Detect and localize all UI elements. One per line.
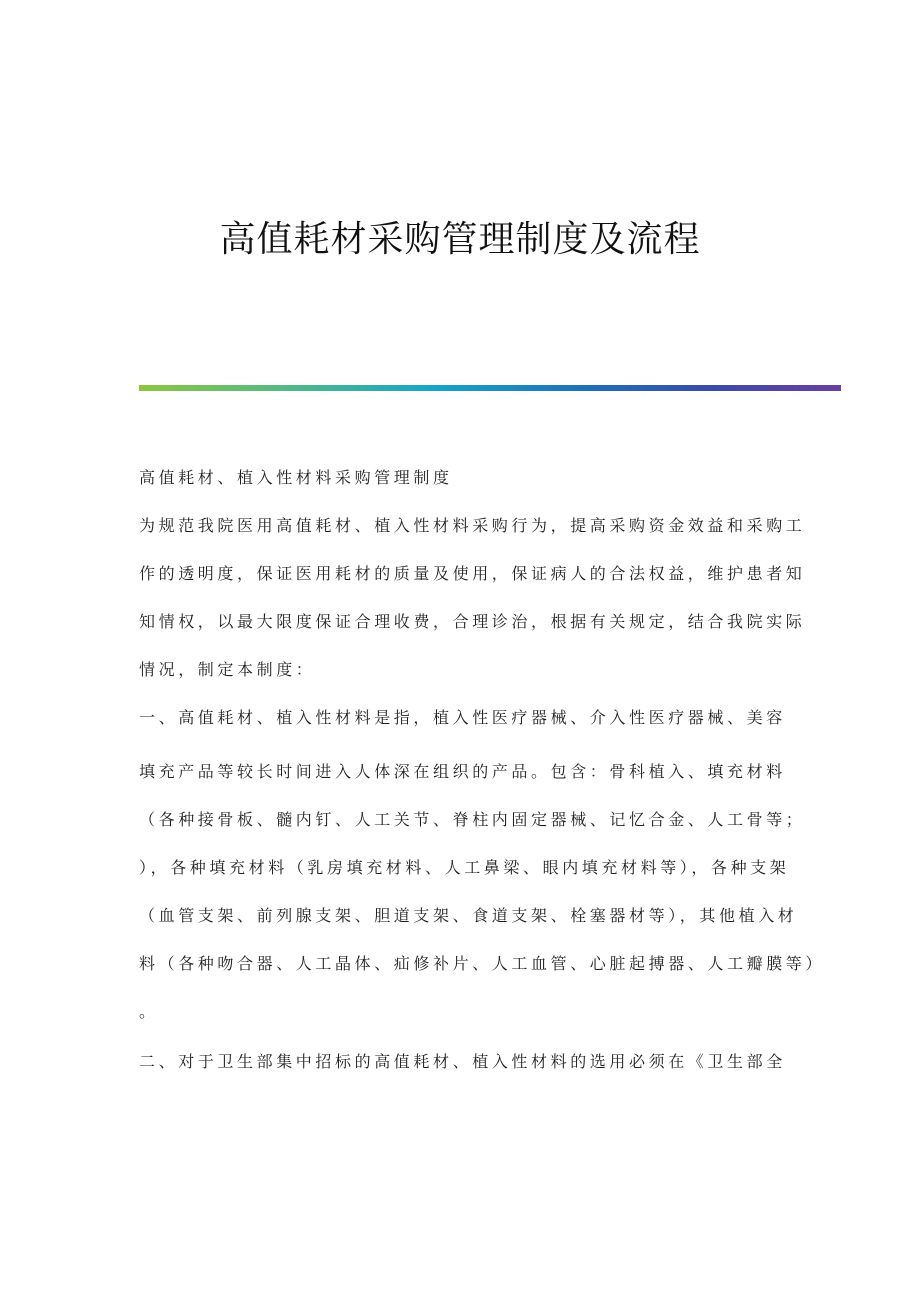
paragraph-line: 料（各种吻合器、人工晶体、疝修补片、人工血管、心脏起搏器、人工瓣膜等） <box>139 954 826 973</box>
paragraph-line: 为规范我院医用高值耗材、植入性材料采购行为，提高采购资金效益和采购工 <box>139 516 806 535</box>
section-heading: 高值耗材、植入性材料采购管理制度 <box>139 468 453 487</box>
paragraph-line: 填充产品等较长时间进入人体深在组织的产品。包含：骨科植入、填充材料 <box>139 762 786 781</box>
gradient-divider <box>139 385 841 391</box>
paragraph-line: 作的透明度，保证医用耗材的质量及使用，保证病人的合法权益，维护患者知 <box>139 564 806 583</box>
paragraph-line: 。 <box>139 1002 159 1021</box>
paragraph-line: 一、高值耗材、植入性材料是指，植入性医疗器械、介入性医疗器械、美容 <box>139 708 786 727</box>
paragraph-line: 二、对于卫生部集中招标的高值耗材、植入性材料的选用必须在《卫生部全 <box>139 1052 786 1071</box>
paragraph-line: 知情权，以最大限度保证合理收费，合理诊治，根据有关规定，结合我院实际 <box>139 612 806 631</box>
paragraph-line: （各种接骨板、髓内钉、人工关节、脊柱内固定器械、记忆合金、人工骨等； <box>139 810 806 829</box>
paragraph-line: 情况，制定本制度： <box>139 660 316 679</box>
document-body <box>139 466 826 1074</box>
paragraph-line: （血管支架、前列腺支架、胆道支架、食道支架、栓塞器材等），其他植入材 <box>139 906 798 925</box>
document-title: 高值耗材采购管理制度及流程 <box>219 219 701 260</box>
paragraph-line: ），各种填充材料（乳房填充材料、人工鼻梁、眼内填充材料等），各种支架 <box>139 858 790 877</box>
